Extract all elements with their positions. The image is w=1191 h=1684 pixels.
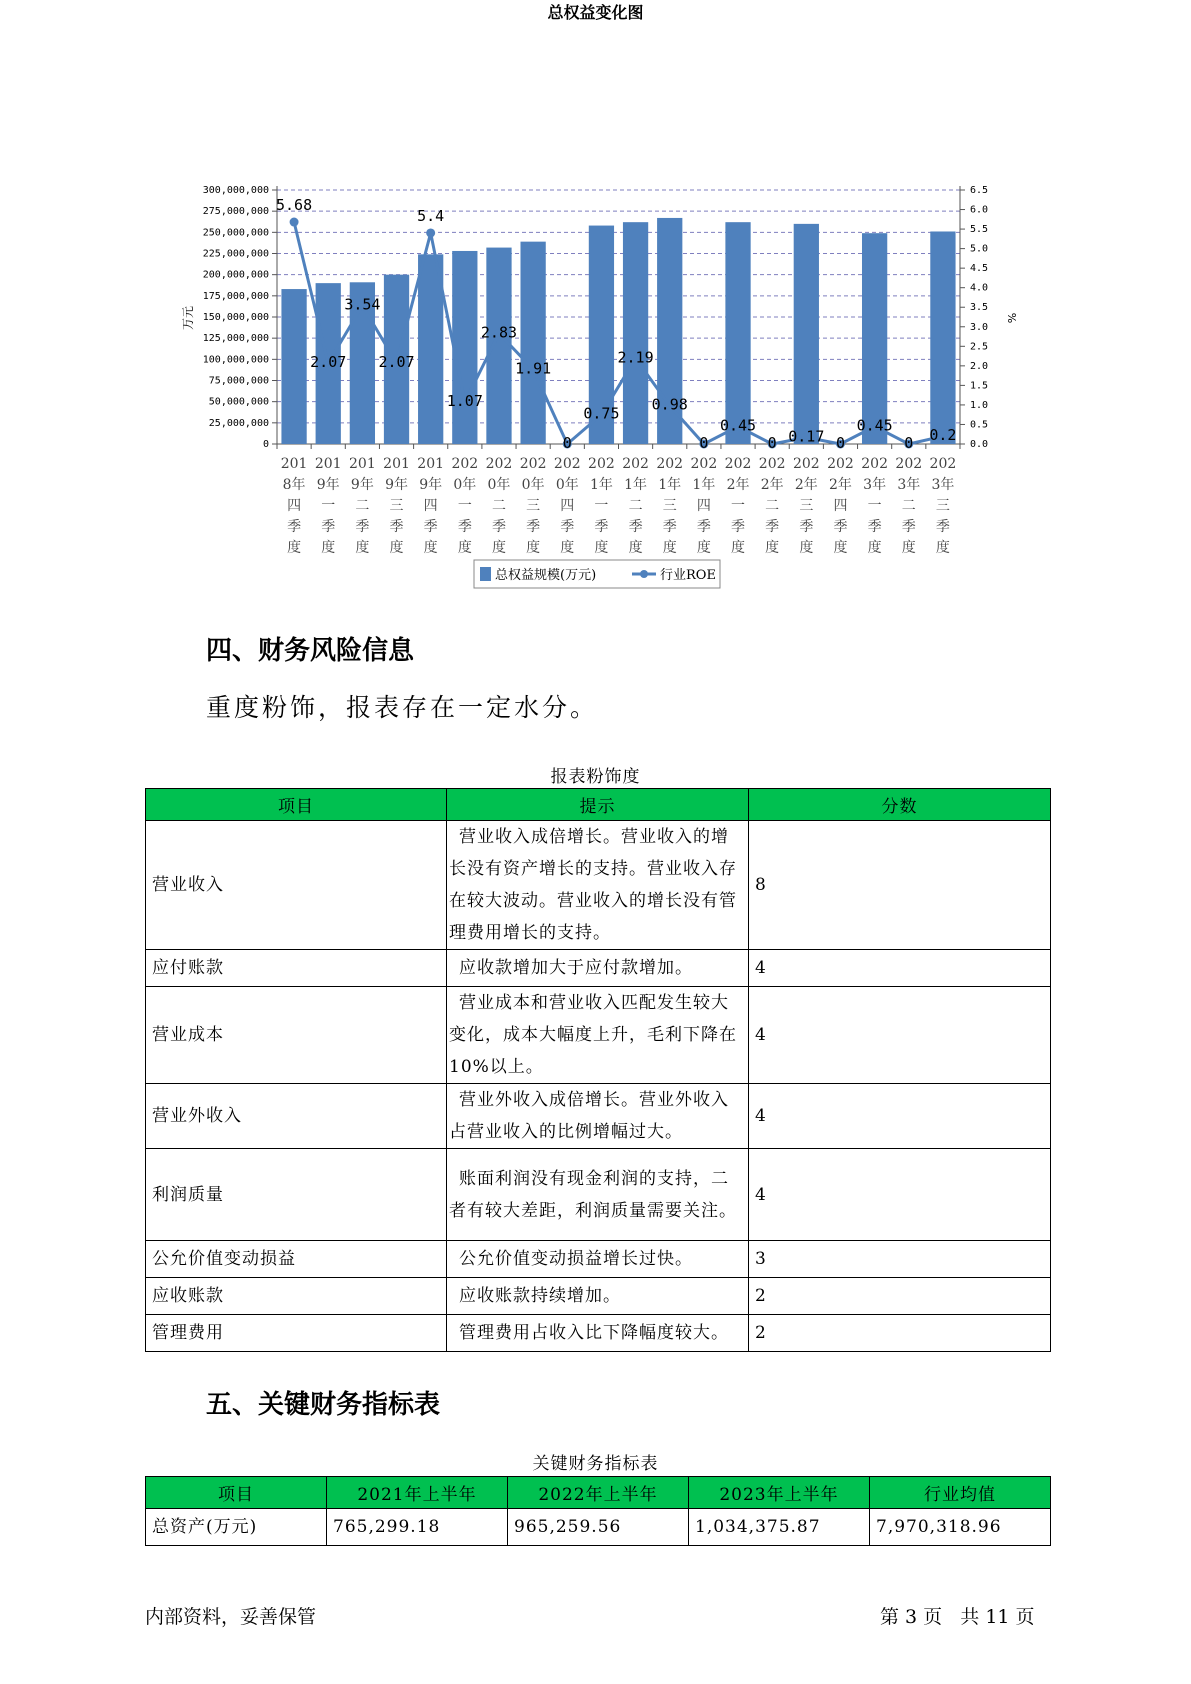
x-tick-label: 度 (833, 540, 848, 556)
x-tick-label: 度 (628, 540, 643, 556)
cell-score: 2 (749, 1315, 1051, 1352)
header-hint: 提示 (447, 789, 749, 821)
x-tick-label: 四 (833, 498, 848, 514)
x-tick-label: 8年 (282, 477, 306, 493)
x-tick-label: 季 (765, 519, 780, 535)
risk-summary: 重度粉饰，报表存在一定水分。 (206, 693, 599, 722)
x-tick-label: 度 (765, 540, 780, 556)
x-tick-label: 0年 (453, 477, 477, 493)
bar (862, 233, 887, 444)
cell: 总资产(万元) (146, 1509, 327, 1546)
y-tick-label: 275,000,000 (202, 206, 269, 218)
cell-hint: 账面利润没有现金利润的支持，二者有较大差距，利润质量需要关注。 (447, 1149, 749, 1241)
bar (725, 222, 750, 444)
x-tick-label: 3年 (931, 477, 955, 493)
x-tick-label: 2年 (760, 477, 784, 493)
x-tick-label: 季 (560, 519, 575, 535)
data-label: 0.45 (856, 416, 893, 435)
bar (930, 231, 955, 444)
x-tick-label: 季 (423, 519, 438, 535)
x-tick-label: 1年 (624, 477, 648, 493)
data-label: 2.83 (480, 323, 518, 342)
bar (520, 242, 545, 444)
y-tick-label: 75,000,000 (208, 375, 269, 387)
y-tick-label: 150,000,000 (202, 312, 269, 323)
x-tick-label: 202 (792, 456, 820, 472)
y-tick-label: 50,000,000 (208, 396, 269, 408)
x-tick-label: 度 (457, 540, 472, 556)
data-label: 0 (699, 434, 709, 452)
data-label: 0 (562, 434, 572, 452)
y2-tick-label: 3.5 (970, 302, 989, 314)
cell-hint: 应收款增加大于应付款增加。 (447, 950, 749, 987)
x-tick-label: 9年 (385, 477, 408, 493)
table-row (146, 987, 1051, 1084)
data-label: 0 (767, 434, 777, 452)
x-tick-label: 1年 (589, 477, 613, 493)
data-label: 1.07 (446, 392, 483, 411)
x-tick-label: 三 (526, 498, 541, 514)
cell-score: 4 (749, 987, 1051, 1084)
x-tick-label: 一 (731, 498, 746, 514)
x-tick-label: 一 (457, 498, 472, 514)
y2-tick-label: 5.5 (970, 224, 989, 236)
y-tick-label: 225,000,000 (202, 248, 269, 260)
y-tick-label: 100,000,000 (202, 354, 269, 366)
x-tick-label: 度 (867, 540, 882, 556)
header-industry-avg: 行业均值 (870, 1477, 1051, 1509)
x-tick-label: 季 (526, 519, 541, 535)
x-tick-label: 度 (662, 540, 677, 556)
cell-item: 利润质量 (146, 1149, 447, 1241)
x-tick-label: 二 (628, 498, 643, 514)
x-tick-label: 度 (287, 540, 302, 556)
footer-page-number: 第 3 页 共 11 页 (880, 1606, 1035, 1628)
x-tick-label: 9年 (316, 477, 340, 493)
x-tick-label: 一 (594, 498, 609, 514)
x-tick-label: 度 (355, 540, 370, 556)
x-tick-label: 1年 (658, 477, 682, 493)
x-tick-label: 202 (895, 456, 923, 472)
header-item: 项目 (146, 789, 447, 821)
x-tick-label: 季 (355, 519, 370, 535)
table-row (146, 1241, 1051, 1278)
x-tick-label: 季 (799, 519, 814, 535)
cell-item: 营业外收入 (146, 1084, 447, 1149)
y2-tick-label: 3.0 (970, 321, 989, 333)
x-tick-label: 度 (799, 540, 814, 556)
x-tick-label: 201 (314, 456, 342, 472)
data-label: 2.07 (378, 353, 415, 372)
cell: 7,970,318.96 (870, 1509, 1051, 1546)
x-tick-label: 季 (731, 519, 746, 535)
chart-title: 总权益变化图 (547, 3, 644, 22)
x-tick-label: 9年 (419, 477, 443, 493)
table-row (146, 821, 1051, 950)
legend-line-marker (640, 570, 648, 578)
legend-bar-swatch (480, 567, 491, 581)
y2-tick-label: 6.0 (970, 204, 989, 216)
x-tick-label: 季 (833, 519, 848, 535)
data-label: 1.91 (515, 359, 552, 378)
header-score: 分数 (749, 789, 1051, 821)
y2-tick-label: 5.0 (970, 243, 989, 255)
equity-chart (0, 0, 1191, 600)
data-label: 2.07 (310, 353, 347, 372)
x-tick-label: 201 (280, 456, 308, 472)
cell: 765,299.18 (327, 1509, 508, 1546)
x-tick-label: 季 (867, 519, 882, 535)
data-label: 0.75 (583, 404, 620, 423)
table-row (146, 950, 1051, 987)
x-tick-label: 3年 (897, 477, 921, 493)
cell-item: 管理费用 (146, 1315, 447, 1352)
bar (281, 289, 306, 444)
roe-point (290, 218, 299, 227)
x-tick-label: 2年 (794, 477, 818, 493)
x-tick-label: 2年 (829, 477, 852, 493)
x-tick-label: 季 (662, 519, 677, 535)
x-tick-label: 季 (457, 519, 472, 535)
bar (452, 251, 477, 444)
header-item: 项目 (146, 1477, 327, 1509)
x-tick-label: 三 (389, 498, 404, 514)
cell-score: 2 (749, 1278, 1051, 1315)
cell-item: 营业收入 (146, 821, 447, 950)
header-2021h1: 2021年上半年 (327, 1477, 508, 1509)
x-tick-label: 度 (423, 540, 438, 556)
section5-title: 五、关键财务指标表 (206, 1390, 441, 1420)
data-label: 5.4 (417, 206, 445, 225)
x-tick-label: 四 (560, 498, 575, 514)
x-tick-label: 度 (560, 540, 575, 556)
y2-tick-label: 1.0 (970, 399, 989, 411)
data-label: 0.2 (929, 426, 957, 445)
cell-hint: 应收账款持续增加。 (447, 1278, 749, 1315)
x-tick-label: 202 (553, 456, 581, 472)
x-tick-label: 季 (594, 519, 609, 535)
x-tick-label: 2年 (726, 477, 750, 493)
y-tick-label: 125,000,000 (202, 333, 269, 345)
y2-tick-label: 1.5 (970, 380, 989, 392)
x-tick-label: 季 (321, 519, 336, 535)
y2-tick-label: 2.0 (970, 360, 989, 372)
cell: 965,259.56 (508, 1509, 689, 1546)
x-tick-label: 四 (423, 498, 438, 514)
y-tick-label: 300,000,000 (202, 185, 269, 196)
header-2022h1: 2022年上半年 (508, 1477, 689, 1509)
y-tick-label: 250,000,000 (202, 227, 269, 239)
x-tick-label: 202 (485, 456, 513, 472)
header-2023h1: 2023年上半年 (689, 1477, 870, 1509)
x-tick-label: 0年 (487, 477, 511, 493)
y2-tick-label: 6.5 (970, 185, 989, 196)
x-tick-label: 度 (321, 540, 336, 556)
x-tick-label: 季 (935, 519, 950, 535)
cell-item: 公允价值变动损益 (146, 1241, 447, 1278)
cell-hint: 公允价值变动损益增长过快。 (447, 1241, 749, 1278)
data-label: 2.19 (617, 348, 654, 367)
x-tick-label: 三 (935, 498, 950, 514)
x-tick-label: 202 (588, 456, 615, 472)
x-tick-label: 四 (287, 498, 302, 514)
x-tick-label: 202 (758, 456, 786, 472)
x-tick-label: 一 (321, 498, 336, 514)
cell-hint: 营业收入成倍增长。营业收入的增长没有资产增长的支持。营业收入存在较大波动。营业收入的增长没有管理费用增长的支持。 (447, 821, 749, 950)
cell-item: 应付账款 (146, 950, 447, 987)
table2-caption: 关键财务指标表 (532, 1454, 659, 1474)
cell-hint: 营业成本和营业收入匹配发生较大变化，成本大幅度上升，毛利下降在10%以上。 (447, 987, 749, 1084)
x-tick-label: 二 (765, 498, 780, 514)
x-tick-label: 202 (656, 456, 684, 472)
cell: 1,034,375.87 (689, 1509, 870, 1546)
footer-confidential: 内部资料，妥善保管 (145, 1606, 317, 1628)
y2-tick-label: 4.5 (970, 263, 989, 275)
cell-item: 应收账款 (146, 1278, 447, 1315)
x-tick-label: 度 (731, 540, 746, 556)
cell-score: 4 (749, 1149, 1051, 1241)
x-tick-label: 季 (628, 519, 643, 535)
y2-axis-label: % (1005, 312, 1018, 324)
whitewash-table (145, 788, 1051, 1352)
bar (486, 248, 511, 444)
x-tick-label: 度 (696, 540, 711, 556)
data-label: 0 (835, 434, 845, 452)
x-tick-label: 201 (349, 456, 376, 472)
x-tick-label: 9年 (350, 477, 374, 493)
y2-tick-label: 4.0 (970, 282, 989, 294)
cell-score: 3 (749, 1241, 1051, 1278)
cell-score: 8 (749, 821, 1051, 950)
x-tick-label: 度 (389, 540, 404, 556)
x-tick-label: 三 (799, 498, 814, 514)
x-tick-label: 0年 (521, 477, 545, 493)
x-tick-label: 202 (827, 456, 854, 472)
x-tick-label: 三 (662, 498, 677, 514)
x-tick-label: 季 (491, 519, 506, 535)
x-tick-label: 201 (417, 456, 445, 472)
data-label: 5.68 (276, 196, 313, 215)
key-indicators-table (145, 1476, 1051, 1546)
y2-tick-label: 2.5 (970, 341, 989, 353)
cell-hint: 管理费用占收入比下降幅度较大。 (447, 1315, 749, 1352)
x-tick-label: 202 (451, 456, 479, 472)
cell-score: 4 (749, 1084, 1051, 1149)
x-tick-label: 度 (491, 540, 506, 556)
x-tick-label: 季 (389, 519, 404, 535)
y-tick-label: 25,000,000 (208, 417, 269, 429)
x-tick-label: 一 (867, 498, 882, 514)
cell-item: 营业成本 (146, 987, 447, 1084)
x-tick-label: 201 (383, 456, 410, 472)
x-tick-label: 1年 (692, 477, 716, 493)
x-tick-label: 0年 (555, 477, 579, 493)
x-tick-label: 二 (901, 498, 916, 514)
data-label: 0.45 (719, 416, 757, 435)
x-tick-label: 季 (287, 519, 302, 535)
table1-caption: 报表粉饰度 (550, 767, 641, 787)
bar (794, 224, 819, 444)
y-axis-label: 万元 (181, 305, 195, 331)
table-row (146, 1084, 1051, 1149)
table-row (146, 1315, 1051, 1352)
x-tick-label: 度 (901, 540, 916, 556)
section4-title: 四、财务风险信息 (206, 636, 415, 666)
data-label: 0 (904, 434, 914, 452)
x-tick-label: 度 (526, 540, 541, 556)
x-tick-label: 季 (901, 519, 916, 535)
table-row (146, 1149, 1051, 1241)
x-tick-label: 202 (724, 456, 752, 472)
x-tick-label: 3年 (863, 477, 887, 493)
y2-tick-label: 0.0 (970, 439, 989, 450)
cell-score: 4 (749, 950, 1051, 987)
legend-bar-label: 总权益规模(万元) (495, 568, 597, 583)
x-tick-label: 202 (622, 456, 649, 472)
y-tick-label: 200,000,000 (202, 269, 269, 281)
bar (623, 222, 648, 444)
data-label: 3.54 (344, 295, 381, 314)
y-tick-label: 175,000,000 (202, 290, 269, 302)
table-row (146, 1509, 1051, 1546)
cell-hint: 营业外收入成倍增长。营业外收入占营业收入的比例增幅过大。 (447, 1084, 749, 1149)
data-label: 0.98 (651, 395, 688, 414)
x-tick-label: 202 (929, 456, 957, 472)
x-tick-label: 度 (594, 540, 609, 556)
x-tick-label: 二 (491, 498, 506, 514)
x-tick-label: 季 (696, 519, 711, 535)
y2-tick-label: 0.5 (970, 419, 989, 431)
x-tick-label: 二 (355, 498, 370, 514)
roe-point (426, 228, 435, 237)
table-row (146, 1278, 1051, 1315)
x-tick-label: 度 (935, 540, 950, 556)
legend-line-label: 行业ROE (660, 568, 716, 583)
x-tick-label: 四 (696, 498, 711, 514)
y-tick-label: 0 (262, 439, 269, 450)
data-label: 0.17 (788, 427, 825, 446)
x-tick-label: 202 (690, 456, 718, 472)
x-tick-label: 202 (519, 456, 547, 472)
x-tick-label: 202 (861, 456, 888, 472)
